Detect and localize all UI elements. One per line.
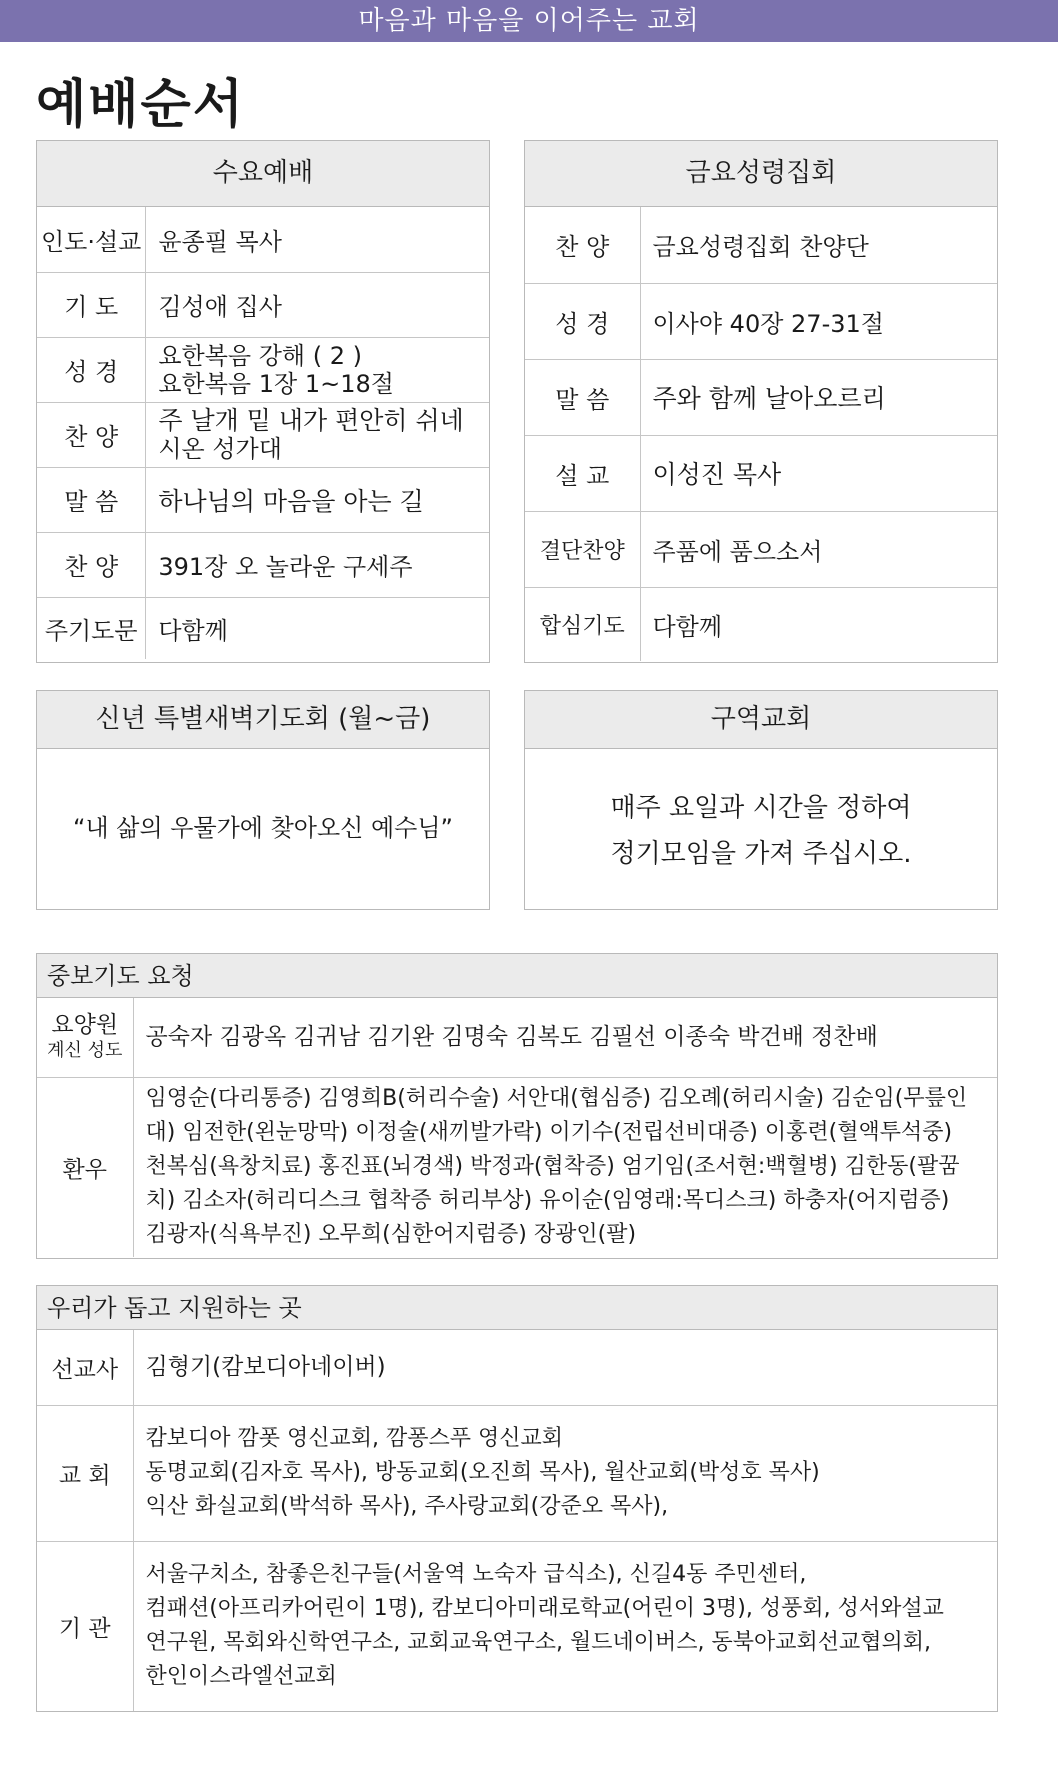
value-line: 요한복음 강해 ( 2 ) [158, 341, 362, 370]
wednesday-heading: 수요예배 [37, 141, 489, 207]
row-label: 말 씀 [37, 467, 146, 532]
row-label: 기 도 [37, 272, 146, 337]
row-value: 금요성령집회 찬양단 [652, 233, 869, 262]
table-row [37, 1077, 997, 1257]
row-label: 교 회 [37, 1405, 133, 1541]
row-value: 공숙자 김광옥 김귀남 김기완 김명숙 김복도 김필선 이종숙 박건배 정찬배 [145, 1024, 878, 1051]
row-label: 찬 양 [525, 207, 640, 283]
table-row [37, 1330, 997, 1405]
table-row [525, 587, 997, 661]
row-label: 합심기도 [525, 587, 640, 661]
value-line: 김광자(식욕부진) 오무희(심한어지럼증) 장광인(팔) [145, 1222, 637, 1248]
page-title: 예배순서 [36, 74, 245, 135]
row-value: 이사야 40장 27-31절 [640, 283, 997, 359]
row-value: 다함께 [146, 597, 489, 659]
table-row [37, 402, 489, 467]
value-line: 한인이스라엘선교회 [145, 1664, 337, 1690]
row-label: 주기도문 [37, 597, 146, 659]
row-value: 이성진 목사 [640, 435, 997, 511]
row-value [146, 337, 489, 402]
row-label: 말 씀 [525, 359, 640, 435]
row-label: 선교사 [37, 1330, 133, 1405]
table-row [525, 511, 997, 587]
row-label: 설 교 [525, 435, 640, 511]
header-banner: 마음과 마음을 이어주는 교회 [0, 0, 1058, 42]
row-label: 찬 양 [37, 402, 146, 467]
table-row [37, 1405, 997, 1541]
dawn-heading: 신년 특별새벽기도회 (월~금) [37, 691, 489, 749]
value-line: 주 날개 밑 내가 편안히 쉬네 [158, 405, 464, 435]
row-value: 김성애 집사 [146, 272, 489, 337]
row-label: 환우 [37, 1077, 133, 1257]
row-label: 결단찬양 [525, 511, 640, 587]
intercessory-prayer-box [36, 953, 998, 1259]
district-text [525, 749, 997, 877]
table-row [525, 435, 997, 511]
row-label: 찬 양 [37, 532, 146, 597]
value-line: 대) 임전한(왼눈망막) 이정술(새끼발가락) 이기수(전립선비대증) 이홍련(혈액투석중) [145, 1120, 953, 1146]
table-row [37, 532, 489, 597]
row-value: 391장 오 놀라운 구세주 [146, 532, 489, 597]
table-row [37, 998, 997, 1077]
value-line: 연구원, 목회와신학연구소, 교회교육연구소, 월드네이버스, 동북아교회선교협의회, [145, 1630, 932, 1656]
value-line: 요한복음 1장 1~18절 [158, 369, 394, 398]
row-value [133, 1405, 997, 1541]
wednesday-service-box [36, 140, 490, 663]
value-line: 서울구치소, 참좋은친구들(서울역 노숙자 급식소), 신길4동 주민센터, [145, 1562, 807, 1588]
value-line: 천복심(욕창치료) 홍진표(뇌경색) 박정과(협착증) 엄기임(조서현:백혈병) 김한동(팔꿈 [145, 1154, 960, 1180]
district-line: 매주 요일과 시간을 정하여 [610, 793, 912, 823]
district-heading: 구역교회 [525, 691, 997, 749]
prayer-heading: 중보기도 요청 [37, 954, 997, 998]
row-value: 김형기(캄보디아네이버) [145, 1354, 386, 1381]
value-line: 동명교회(김자호 목사), 방동교회(오진희 목사), 월산교회(박성호 목사) [145, 1460, 820, 1485]
dawn-prayer-box [36, 690, 490, 910]
support-box [36, 1285, 998, 1712]
district-line: 정기모임을 가져 주십시오. [610, 839, 912, 869]
friday-order-table [525, 207, 997, 661]
table-row [37, 337, 489, 402]
table-row [37, 1541, 997, 1711]
row-value [146, 402, 489, 467]
value-line: 익산 화실교회(박석하 목사), 주사랑교회(강준오 목사), [145, 1494, 669, 1519]
row-value: 다함께 [640, 587, 997, 661]
row-value: 주품에 품으소서 [640, 511, 997, 587]
table-row [37, 272, 489, 337]
dawn-theme: “내 삶의 우물가에 찾아오신 예수님” [73, 814, 453, 842]
support-table [37, 1330, 997, 1711]
wednesday-order-table [37, 207, 489, 659]
table-row [525, 283, 997, 359]
row-label [37, 998, 133, 1077]
row-label: 성 경 [37, 337, 146, 402]
value-line: 임영순(다리통증) 김영희B(허리수술) 서안대(협심증) 김오례(허리시술) 김순임(무릎인 [145, 1086, 968, 1112]
row-value: 주와 함께 날아오르리 [640, 359, 997, 435]
value-line: 치) 김소자(허리디스크 협착증 허리부상) 유이순(임영래:목디스크) 하충자(어지럼증) [145, 1188, 950, 1214]
table-row [525, 359, 997, 435]
row-value: 윤종필 목사 [158, 227, 282, 256]
row-label: 인도·설교 [37, 207, 146, 272]
row-value: 하나님의 마음을 아는 길 [146, 467, 489, 532]
table-row [37, 467, 489, 532]
value-line: 컴패션(아프리카어린이 1명), 캄보디아미래로학교(어린이 3명), 성풍회, 성서와설교 [145, 1596, 944, 1622]
row-value [133, 1541, 997, 1711]
prayer-table [37, 998, 997, 1257]
label-sub: 계신 성도 [47, 1040, 123, 1062]
support-heading: 우리가 돕고 지원하는 곳 [37, 1286, 997, 1330]
friday-heading: 금요성령집회 [525, 141, 997, 207]
table-row [37, 597, 489, 659]
label-main: 요양원 [51, 1012, 119, 1039]
friday-service-box [524, 140, 998, 663]
district-box [524, 690, 998, 910]
row-label: 성 경 [525, 283, 640, 359]
value-line: 캄보디아 깜폿 영신교회, 깜퐁스푸 영신교회 [145, 1426, 564, 1451]
row-label: 기 관 [37, 1541, 133, 1711]
table-row [525, 207, 997, 283]
value-line: 시온 성가대 [158, 434, 282, 463]
row-value [133, 1077, 997, 1257]
table-row [37, 207, 489, 272]
